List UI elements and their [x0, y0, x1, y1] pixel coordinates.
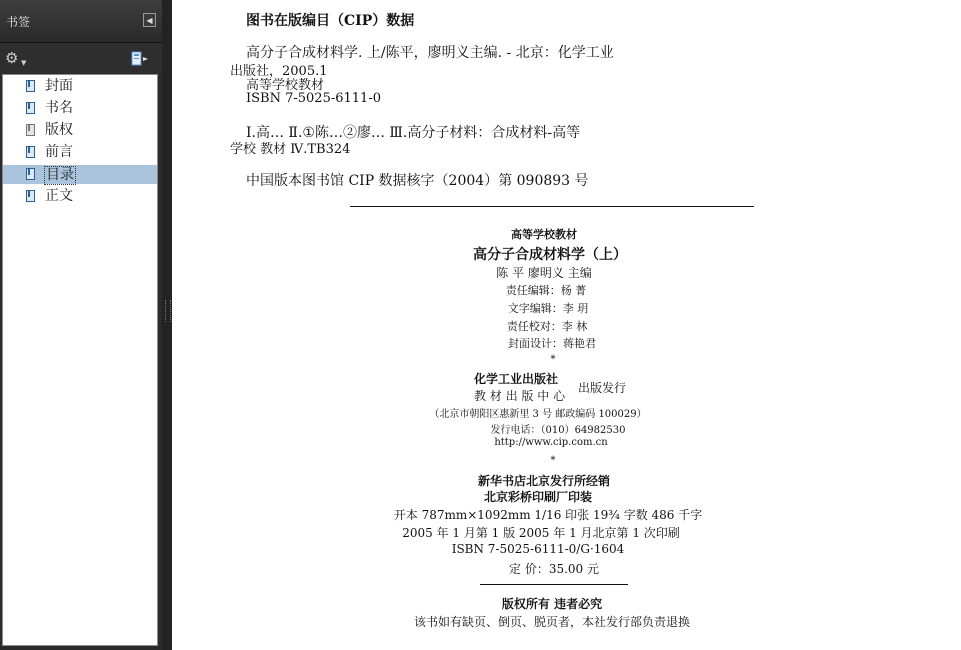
- bookmark-item-preface[interactable]: [3, 143, 157, 162]
- copyright-notice: 版权所有 违者必究: [501, 597, 603, 611]
- separator-star: *: [550, 455, 556, 466]
- bookmark-item-title[interactable]: [3, 99, 157, 118]
- publisher-center: 教 材 出 版 中 心: [474, 389, 566, 403]
- bookmark-tree: [2, 74, 158, 646]
- editors: 陈 平 廖明义 主编: [496, 266, 592, 280]
- divider: [350, 206, 754, 207]
- panel-splitter[interactable]: [162, 0, 172, 650]
- bookmark-icon: [26, 190, 35, 202]
- proofreader: 责任校对：李 林: [506, 320, 588, 333]
- bookmark-icon: [26, 124, 35, 136]
- cip-line: 出版社，2005.1: [230, 64, 328, 79]
- phone-number: 发行电话：（010）64982530: [490, 425, 626, 436]
- expand-bookmark-icon[interactable]: [131, 51, 151, 67]
- responsible-editor: 责任编辑：杨 菁: [505, 284, 587, 297]
- website: http://www.cip.com.cn: [494, 437, 608, 448]
- cover-design: 封面设计：蒋艳君: [508, 337, 596, 350]
- text-editor: 文字编辑：李 玥: [507, 302, 589, 315]
- separator-star: *: [550, 354, 556, 365]
- bookmarks-toolbar: [0, 43, 162, 73]
- collapse-panel-button[interactable]: ◀: [143, 13, 156, 27]
- bookmark-item-contents[interactable]: [3, 165, 157, 184]
- gear-icon[interactable]: ⚙ ▼: [5, 51, 29, 67]
- bookmark-label: 正文: [45, 188, 73, 204]
- bookmark-label: 封面: [45, 78, 73, 94]
- publisher-address: （北京市朝阳区惠新里 3 号 邮政编码 100029）: [429, 409, 647, 420]
- bookmark-item-cover[interactable]: [3, 77, 157, 96]
- cip-line: 高分子合成材料学. 上/陈平，廖明义主编. - 北京：化学工业: [246, 45, 614, 61]
- bookmarks-panel-header: [0, 0, 162, 43]
- price: 定 价：35.00 元: [509, 562, 599, 576]
- isbn: ISBN 7-5025-6111-0/G·1604: [451, 542, 625, 556]
- series-label: 高等学校教材: [511, 228, 577, 241]
- bookmarks-panel-title: 书签: [6, 15, 31, 29]
- cip-line: 学校 教材 Ⅳ.TB324: [230, 142, 351, 157]
- bookmark-item-copyright[interactable]: [3, 121, 157, 140]
- chevron-down-icon: ▼: [21, 59, 27, 67]
- splitter-grip[interactable]: [165, 300, 171, 322]
- document-page: [172, 0, 961, 650]
- bookmark-icon: [26, 102, 35, 114]
- bookmarks-panel: [0, 0, 162, 650]
- bookmark-icon: [26, 168, 35, 180]
- bookmark-icon: [26, 146, 35, 158]
- returns-notice: 该书如有缺页、倒页、脱页者，本社发行部负责退换: [413, 615, 691, 629]
- printer: 北京彩桥印刷厂印装: [483, 490, 593, 504]
- divider: [480, 584, 628, 585]
- edition-info: 2005 年 1 月第 1 版 2005 年 1 月北京第 1 次印刷: [402, 526, 680, 540]
- format-info: 开本 787mm×1092mm 1/16 印张 19¾ 字数 486 千字: [393, 508, 703, 522]
- distribution-label: 出版发行: [578, 381, 627, 395]
- bookmark-label: 书名: [45, 100, 73, 116]
- seller: 新华书店北京发行所经销: [477, 474, 611, 488]
- cip-line: Ⅰ.高… Ⅱ.①陈…②廖… Ⅲ.高分子材料：合成材料-高等: [246, 125, 581, 141]
- cip-line: 中国版本图书馆 CIP 数据核字（2004）第 090893 号: [246, 173, 589, 189]
- bookmark-icon: [26, 80, 35, 92]
- bookmark-label: 前言: [45, 144, 73, 160]
- cip-heading: 图书在版编目（CIP）数据: [246, 13, 415, 29]
- bookmark-label: 目录: [46, 167, 74, 183]
- book-title: 高分子合成材料学（上）: [473, 247, 627, 263]
- cip-line: ISBN 7-5025-6111-0: [246, 91, 381, 106]
- publisher-name: 化学工业出版社: [474, 372, 559, 386]
- cip-line: 高等学校教材: [246, 78, 325, 93]
- bookmark-item-body[interactable]: [3, 187, 157, 206]
- bookmark-label: 版权: [45, 122, 73, 138]
